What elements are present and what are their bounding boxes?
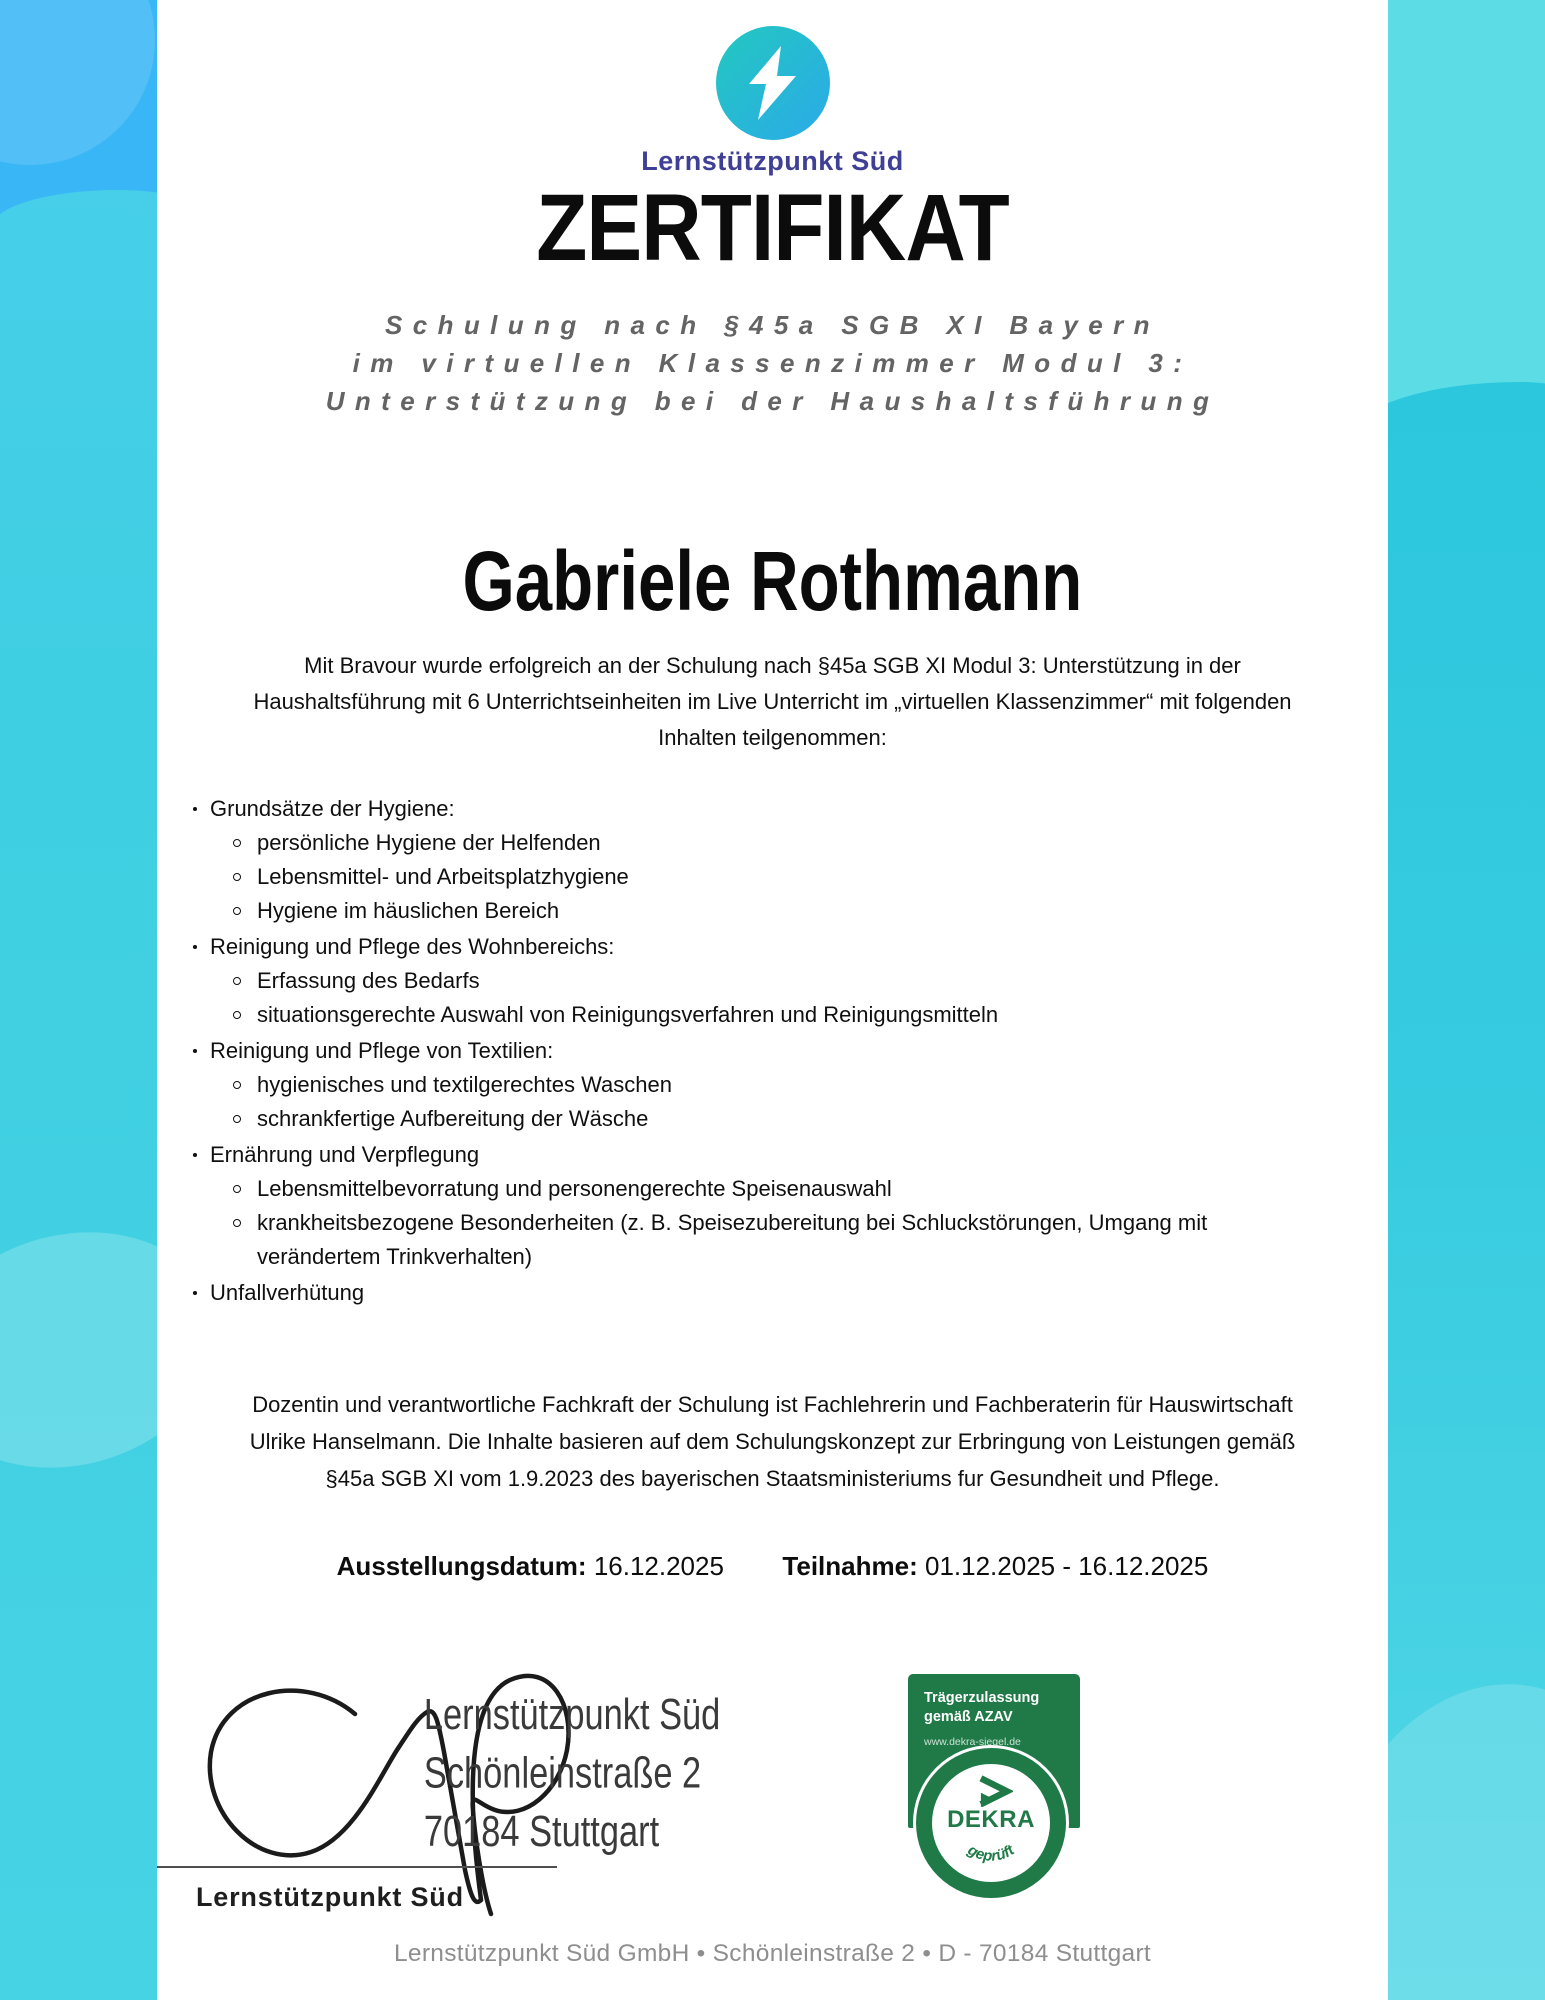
seal-text-line-2: gemäß AZAV xyxy=(924,1709,1013,1725)
subtopics-list xyxy=(231,826,1388,928)
seal-text-line-1: Trägerzulassung xyxy=(924,1690,1040,1706)
recipient-name-text: Gabriele Rothmann xyxy=(462,534,1083,628)
lecturer-paragraph: Dozentin und verantwortliche Fachkraft der Schulung ist Fachlehrerin und Fachberaterin für Hauswirtschaft Ulrike Hanselmann. Die Inhalte basieren auf dem Schulungskonzept zur Erbringung von Leistungen gemäß §45a SGB XI vom 1.9.2023 des bayerischen Staatsministeriums fur Gesundheit und Pflege. xyxy=(249,1392,1296,1491)
topic-item xyxy=(191,930,1388,1032)
topic-item xyxy=(191,1138,1388,1274)
dates-row xyxy=(157,1551,1388,1582)
subtitle-line-3: Unterstützung bei der Haushaltsführung xyxy=(325,386,1220,416)
signer-label: Lernstützpunkt Süd xyxy=(196,1882,464,1912)
subtopic-item: krankheitsbezogene Besonderheiten (z. B. Speisezubereitung bei Schluckstörungen, Umgang mit verändertem Trinkverhalten) xyxy=(231,1206,1317,1274)
subtopic-item: situationsgerechte Auswahl von Reinigungsverfahren und Reinigungsmitteln xyxy=(231,998,1317,1032)
dekra-wordmark: DEKRA xyxy=(947,1806,1035,1833)
left-band-top-highlight xyxy=(0,0,155,165)
right-decorative-band xyxy=(1388,0,1545,2000)
subtopic-item: hygienisches und textilgerechtes Waschen xyxy=(231,1068,1317,1102)
subtopic-item: Lebensmittel- und Arbeitsplatzhygiene xyxy=(231,860,1317,894)
topic-item xyxy=(191,1034,1388,1136)
subtopics-list xyxy=(231,1172,1388,1274)
dekra-seal xyxy=(908,1674,1080,1906)
brand-name: Lernstützpunkt Süd xyxy=(641,146,904,176)
subtopic-item: Erfassung des Bedarfs xyxy=(231,964,1317,998)
topic-label: Reinigung und Pflege des Wohnbereichs: xyxy=(210,934,615,959)
subtopics-list xyxy=(231,1068,1388,1136)
topic-item xyxy=(191,1276,1388,1310)
intro-paragraph: Mit Bravour wurde erfolgreich an der Schulung nach §45a SGB XI Modul 3: Unterstützung in der Haushaltsführung mit 6 Unterrichtseinheiten im Live Unterricht im „virtuellen Klassenzimmer“ mit folgenden Inhalten teilgenommen: xyxy=(253,653,1292,750)
issue-date-label: Ausstellungsdatum: xyxy=(336,1551,587,1581)
certificate-title xyxy=(157,175,1388,281)
subtopic-item: Lebensmittelbevorratung und personengerechte Speisenauswahl xyxy=(231,1172,1317,1206)
subtopic-item: schrankfertige Aufbereitung der Wäsche xyxy=(231,1102,1317,1136)
stamp-line-3: 70184 Stuttgart xyxy=(423,1808,660,1856)
lernstuetzpunkt-logo xyxy=(716,26,830,140)
svg-text:geprüft xyxy=(964,1841,1018,1865)
subtitle-line-2: im virtuellen Klassenzimmer Modul 3: xyxy=(352,348,1193,378)
seal-tagline: geprüft xyxy=(964,1841,1018,1865)
certificate-title-text: ZERTIFIKAT xyxy=(536,175,1009,281)
seal-url: www.dekra-siegel.de xyxy=(924,1736,1021,1748)
participation-label: Teilnahme: xyxy=(782,1551,918,1581)
seal-tagline-arc xyxy=(932,1764,1050,1882)
dekra-seal-circle xyxy=(916,1748,1066,1898)
left-band-turquoise-shape xyxy=(0,190,157,2000)
topic-label: Unfallverhütung xyxy=(210,1280,365,1305)
left-decorative-band xyxy=(0,0,157,2000)
subtitle-line-1: Schulung nach §45a SGB XI Bayern xyxy=(385,310,1160,340)
signature-line xyxy=(157,1866,557,1868)
stamp-line-2: Schönleinstraße 2 xyxy=(423,1749,702,1798)
topic-label: Reinigung und Pflege von Textilien: xyxy=(210,1038,554,1063)
topic-item xyxy=(191,792,1388,928)
subtopic-item: Hygiene im häuslichen Bereich xyxy=(231,894,1317,928)
footer-address: Lernstützpunkt Süd GmbH • Schönleinstraße 2 • D - 70184 Stuttgart xyxy=(393,1940,1152,1967)
stamp-line-1: Lernstützpunkt Süd xyxy=(423,1691,721,1739)
topics-list xyxy=(191,792,1388,1310)
course-subtitle xyxy=(157,306,1388,420)
topic-label: Ernährung und Verpflegung xyxy=(210,1142,480,1167)
topic-label: Grundsätze der Hygiene: xyxy=(210,796,455,821)
subtopic-item: persönliche Hygiene der Helfenden xyxy=(231,826,1317,860)
subtopics-list xyxy=(231,964,1388,1032)
stamp-address-handwriting xyxy=(423,1686,721,1861)
issue-date-value: 16.12.2025 xyxy=(593,1551,724,1581)
recipient-name xyxy=(157,536,1388,626)
participation-value: 01.12.2025 - 16.12.2025 xyxy=(924,1551,1209,1581)
